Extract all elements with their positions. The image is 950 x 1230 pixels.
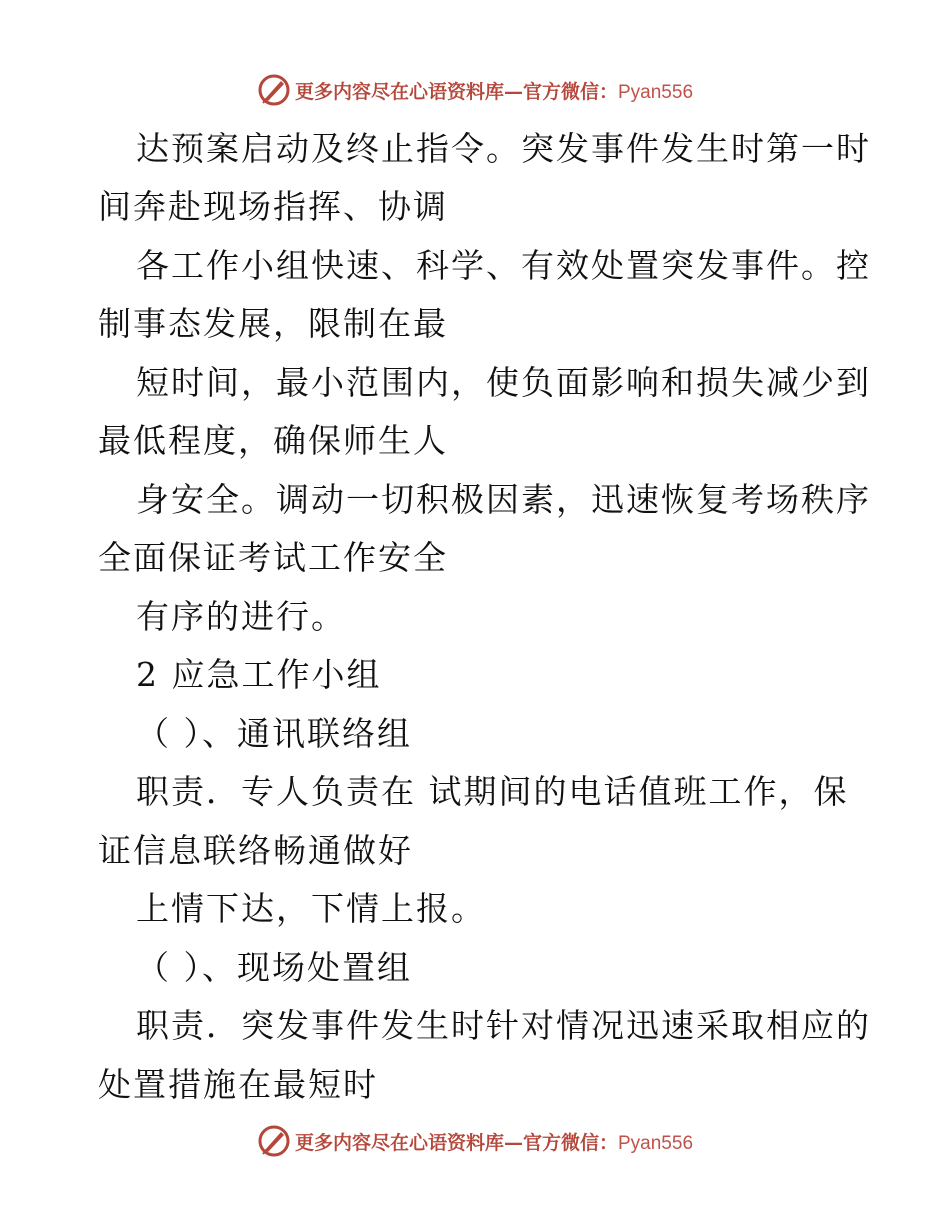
body-line: 制事态发展，限制在最 (98, 304, 448, 343)
quill-pen-logo-icon (257, 1124, 291, 1158)
body-line: 上情下达，下情上报。 (136, 889, 486, 928)
body-line: 短时间，最小范围内，使负面影响和损失减少到 (136, 363, 871, 402)
body-line: 全面保证考试工作安全 (98, 538, 448, 577)
body-line: 最低程度，确保师生人 (98, 421, 448, 460)
banner-text: 更多内容尽在心语资料库—官方微信：Pyan556 (294, 80, 694, 103)
banner-text: 更多内容尽在心语资料库—官方微信：Pyan556 (294, 1131, 694, 1154)
body-line: 达预案启动及终止指令。突发事件发生时第一时 (136, 129, 871, 168)
wechat-id: Pyan556 (618, 1132, 694, 1154)
body-line: 职责．专人负责在 试期间的电话值班工作，保 (136, 772, 849, 811)
footer-banner (0, 1121, 950, 1161)
subsection-heading: （ ）、现场处置组 (136, 948, 412, 987)
body-line: 有序的进行。 (136, 597, 346, 636)
body-line: 间奔赴现场指挥、协调 (98, 187, 448, 226)
wechat-id: Pyan556 (618, 81, 694, 103)
section-heading: 2 应急工作小组 (136, 655, 382, 694)
body-line: 证信息联络畅通做好 (98, 831, 413, 870)
subsection-heading: （ ）、通讯联络组 (136, 714, 412, 753)
body-line: 各工作小组快速、科学、有效处置突发事件。控 (136, 246, 871, 285)
quill-pen-logo-icon (257, 73, 291, 107)
header-banner (0, 70, 950, 110)
body-line: 身安全。调动一切积极因素，迅速恢复考场秩序 (136, 480, 871, 519)
body-line: 职责．突发事件发生时针对情况迅速采取相应的 (136, 1006, 871, 1045)
body-line: 处置措施在最短时 (98, 1065, 378, 1104)
